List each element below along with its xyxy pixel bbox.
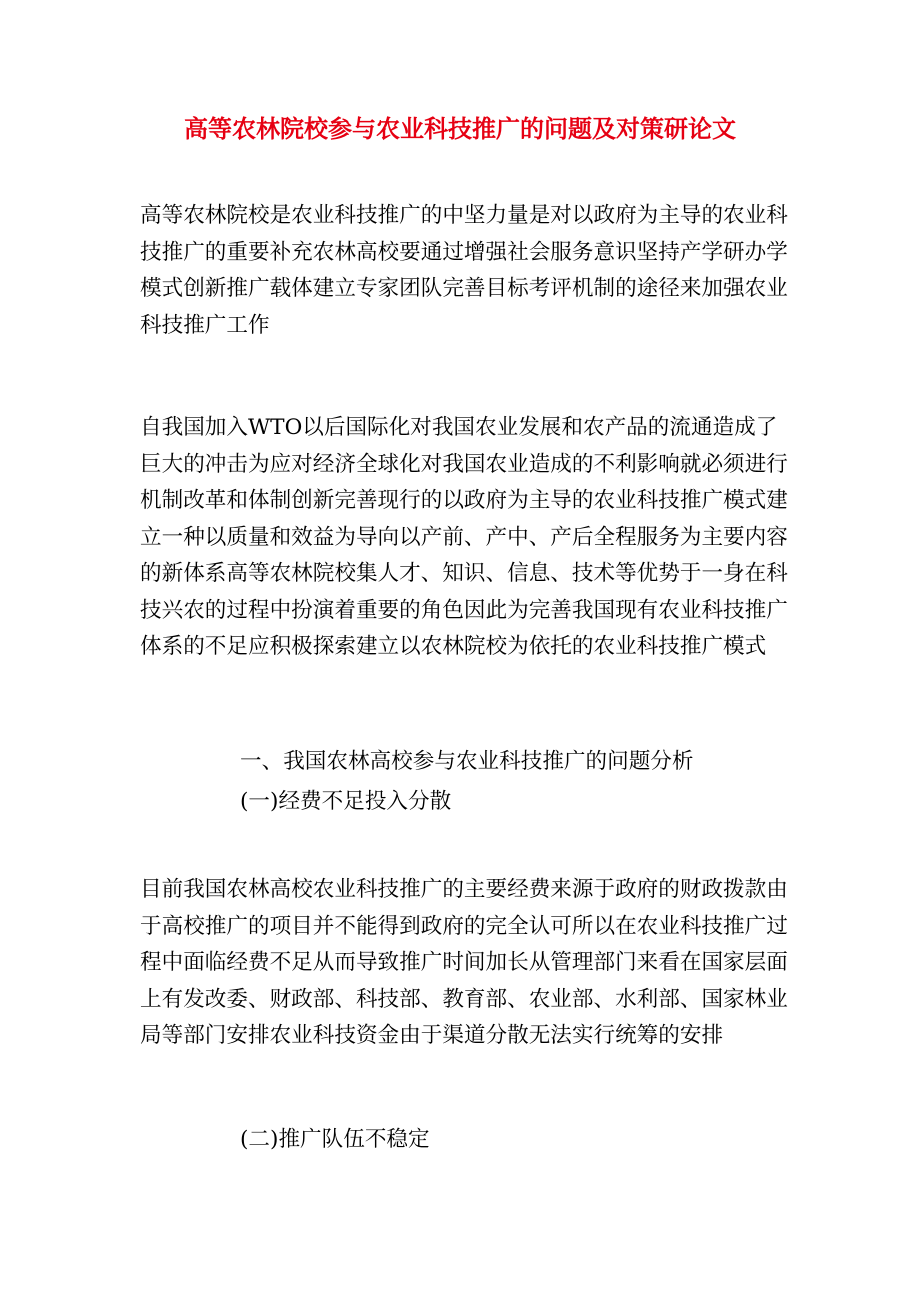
abstract-paragraph: 高等农林院校是农业科技推广的中坚力量是对以政府为主导的农业科技推广的重要补充农林高校要通过增强社会服务意识坚持产学研办学模式创新推广载体建立专家团队完善目标考评机制的途径来加强农业科技推广工作 bbox=[140, 203, 788, 338]
subheading-team: (二)推广队伍不稳定 bbox=[240, 1127, 430, 1152]
funding-paragraph: 目前我国农林高校农业科技推广的主要经费来源于政府的财政拨款由于高校推广的项目并不能得到政府的完全认可所以在农业科技推广过程中面临经费不足从而导致推广时间加长从管理部门来看在国家层面上有发改委、财政部、科技部、教育部、农业部、水利部、国家林业局等部门安排农业科技资金由于渠道分散无法实行统筹的安排 bbox=[140, 877, 788, 1048]
document-title: 高等农林院校参与农业科技推广的问题及对策研论文 bbox=[184, 114, 736, 143]
section-heading: 一、我国农林高校参与农业科技推广的问题分析 bbox=[240, 749, 694, 774]
subheading-funding: (一)经费不足投入分散 bbox=[240, 789, 452, 814]
intro-paragraph: 自我国加入WTO以后国际化对我国农业发展和农产品的流通造成了巨大的冲击为应对经济全球化对我国农业造成的不利影响就必须进行机制改革和体制创新完善现行的以政府为主导的农业科技推广模式建立一种以质量和效益为导向以产前、产中、产后全程服务为主要内容的新体系高等农林院校集人才、知识、信息、技术等优势于一身在科技兴农的过程中扮演着重要的角色因此为完善我国现有农业科技推广体系的不足应积极探索建立以农林院校为依托的农业科技推广模式 bbox=[140, 415, 788, 659]
